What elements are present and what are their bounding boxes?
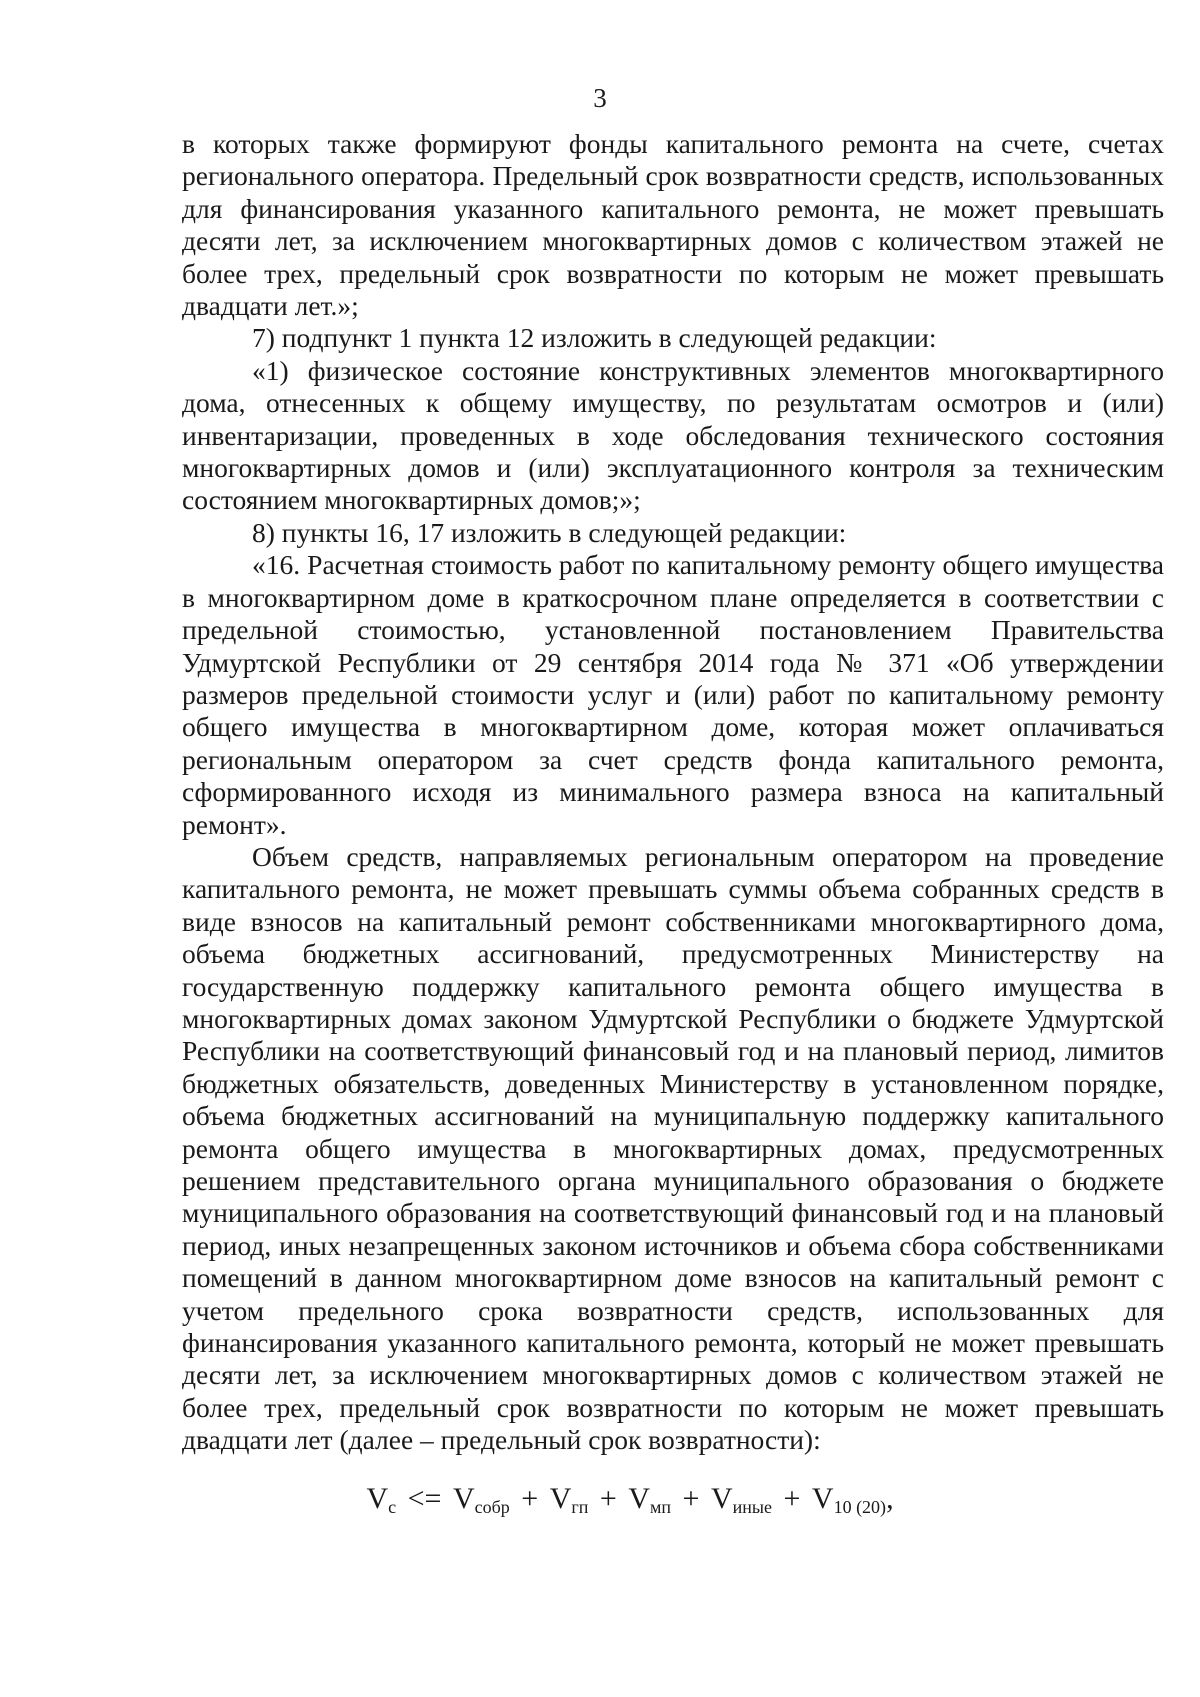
formula-term: $V_{10 (20)}$ xyxy=(811,1482,887,1517)
formula-plus: + xyxy=(783,1482,801,1515)
paragraph-funds-volume: Объем средств, направляемых региональным оператором на проведение капитального ремонта, не может превышать суммы объема собранных средств в виде взносов на капитальный ремонт собственниками многоквартирного дома, объема бюджетных ассигнований, предусмотренных Министерству на государственную поддержку капитального ремонта общего имущества в многоквартирных домах законом Удмуртской Республики о бюджете Удмуртской Республики на соответствующий финансовый год и на плановый период, лимитов бюджетных обязательств, доведенных Министерству в установленном порядке, объема бюджетных ассигнований на муниципальную поддержку капитального ремонта общего имущества в многоквартирных домах, предусмотренных решением представительного органа муниципального образования о бюджете муниципального образования на соответствующий финансовый год и на плановый период, иных незапрещенных законом источников и объема сбора собственниками помещений в данном многоквартирном доме взносов на капитальный ремонт с учетом предельного срока возвратности средств, использованных для финансирования указанного капитального ремонта, который не может превышать десяти лет, за исключением многоквартирных домов с количеством этажей не более трех, предельный срок возвратности по которым не может превышать двадцати лет (далее – предельный срок возвратности): xyxy=(182,840,1164,1456)
formula-relation: <= xyxy=(407,1482,442,1515)
paragraph-item-16: «16. Расчетная стоимость работ по капитальному ремонту общего имущества в многоквартирном доме в краткосрочном плане определяется в соответствии с предельной стоимостью, установленной постановлением Правительства Удмуртской Республики от 29 сентября 2014 года № 371 «Об утверждении размеров предельной стоимости услуг и (или) работ по капитальному ремонту общего имущества в многоквартирном доме, которая может оплачиваться региональным оператором за счет средств фонда капитального ремонта, сформированного исходя из минимального размера взноса на капитальный ремонт». xyxy=(182,549,1164,840)
formula-end: , xyxy=(886,1482,894,1515)
document-body xyxy=(182,128,1164,1457)
paragraph-item-7-text: «1) физическое состояние конструктивных элементов многоквартирного дома, отнесенных к общему имуществу, по результатам осмотров и (или) инвентаризации, проведенных в ходе обследования технического состояния многоквартирных домов и (или) эксплуатационного контроля за техническим состоянием многоквартирных домов;»; xyxy=(182,354,1164,516)
formula-term: $V_{мп}$ xyxy=(628,1482,672,1517)
formula-term: $V_{гп}$ xyxy=(549,1482,589,1517)
paragraph-continuation: в которых также формируют фонды капитального ремонта на счете, счетах регионального оператора. Предельный срок возвратности средств, использованных для финансирования указанного капитального ремонта, не может превышать десяти лет, за исключением многоквартирных домов с количеством этажей не более трех, предельный срок возвратности по которым не может превышать двадцати лет.»; xyxy=(182,128,1164,322)
formula-lhs: $V_с$ xyxy=(366,1482,397,1517)
formula-plus: + xyxy=(599,1482,617,1515)
paragraph-item-8: 8) пункты 16, 17 изложить в следующей редакции: xyxy=(252,516,847,548)
formula-term: $V_{иные}$ xyxy=(710,1482,772,1517)
formula-plus: + xyxy=(682,1482,700,1515)
paragraph-item-7: 7) подпункт 1 пункта 12 изложить в следующей редакции: xyxy=(252,322,937,354)
page-number: 3 xyxy=(593,83,607,113)
formula xyxy=(0,1481,1200,1525)
formula-term: $V_{собр}$ xyxy=(452,1482,510,1517)
formula-plus: + xyxy=(521,1482,539,1515)
